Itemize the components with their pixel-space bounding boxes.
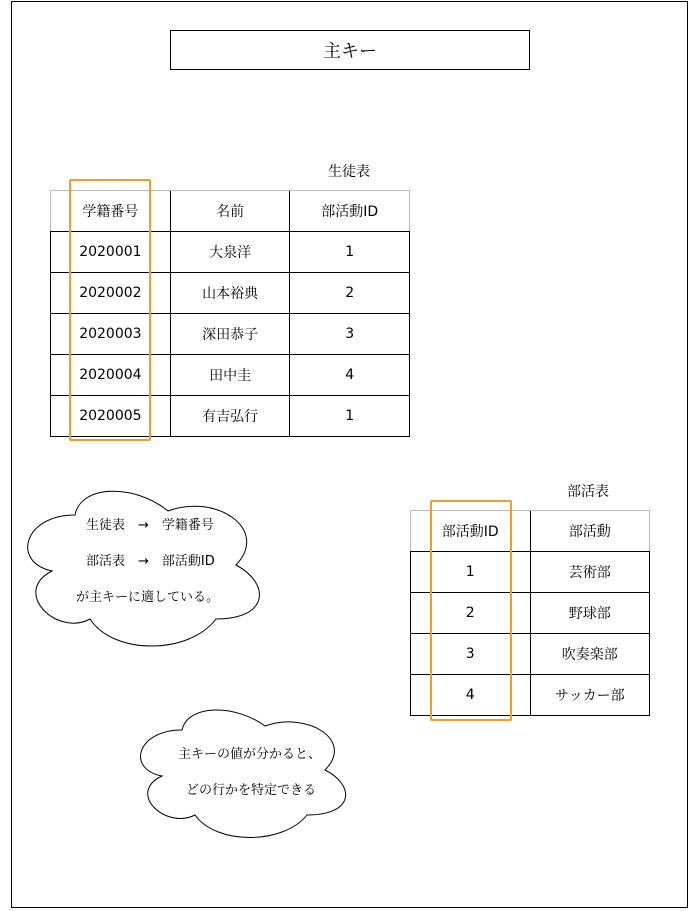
student-name-cell: 大泉洋 xyxy=(170,232,290,273)
cloud1-line-1: 生徒表 → 学籍番号 xyxy=(86,518,214,533)
students-caption: 生徒表 xyxy=(328,164,370,180)
student-name-cell: 山本裕典 xyxy=(170,273,290,314)
student-name-cell: 深田恭子 xyxy=(170,314,290,355)
club-id-cell: 1 xyxy=(290,396,410,437)
club-name-cell: 野球部 xyxy=(530,593,650,634)
cloud1-line-3: が主キーに適している。 xyxy=(76,590,220,605)
header-cell: 学籍番号 xyxy=(51,191,171,232)
club-name-cell: 芸術部 xyxy=(530,552,650,593)
cloud-shape-2 xyxy=(141,710,346,838)
club-id-cell: 1 xyxy=(411,552,531,593)
student-name-cell: 有吉弘行 xyxy=(170,396,290,437)
header-cell: 名前 xyxy=(170,191,290,232)
club-id-cell: 3 xyxy=(290,314,410,355)
clubs-caption: 部活表 xyxy=(567,484,609,500)
header-cell: 部活動 xyxy=(530,511,650,552)
club-id-cell: 4 xyxy=(411,675,531,716)
student-name-cell: 田中圭 xyxy=(170,355,290,396)
header-cell: 部活動ID xyxy=(290,191,410,232)
club-name-cell: サッカー部 xyxy=(530,675,650,716)
cloud2-line-1: 主キーの値が分かると、 xyxy=(178,747,322,762)
club-id-cell: 2 xyxy=(411,593,531,634)
student-id-cell: 2020004 xyxy=(51,355,171,396)
club-id-cell: 1 xyxy=(290,232,410,273)
club-id-cell: 2 xyxy=(290,273,410,314)
cloud1-line-2: 部活表 → 部活動ID xyxy=(86,554,215,569)
student-id-cell: 2020003 xyxy=(51,314,171,355)
header-cell: 部活動ID xyxy=(411,511,531,552)
club-id-cell: 4 xyxy=(290,355,410,396)
page-title: 主キー xyxy=(323,41,377,62)
student-id-cell: 2020001 xyxy=(51,232,171,273)
cloud2-line-2: どの行かを特定できる xyxy=(186,783,317,798)
student-id-cell: 2020005 xyxy=(51,396,171,437)
student-id-cell: 2020002 xyxy=(51,273,171,314)
club-id-cell: 3 xyxy=(411,634,531,675)
club-name-cell: 吹奏楽部 xyxy=(530,634,650,675)
